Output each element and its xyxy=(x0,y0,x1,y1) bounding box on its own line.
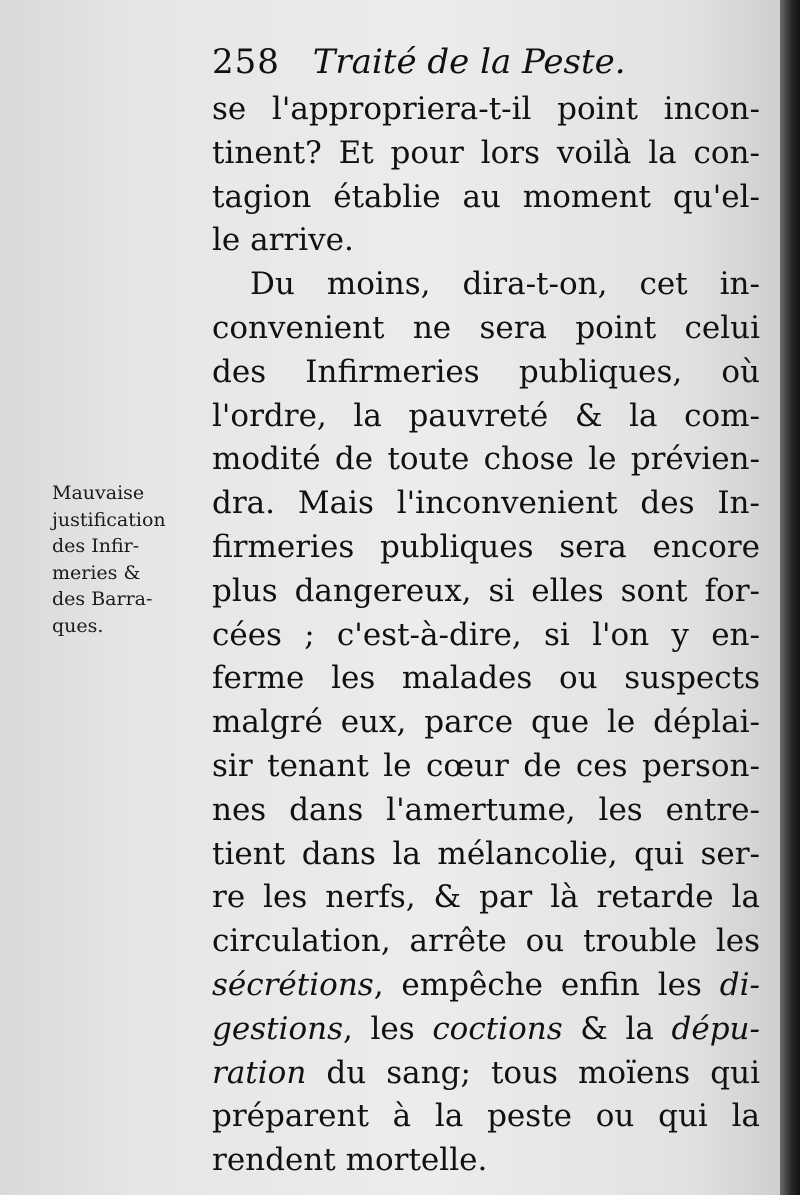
text-run: Du moins, dira-t-on, cet in- xyxy=(250,266,760,303)
text-line xyxy=(212,920,760,964)
italic-term: dépu- xyxy=(671,1010,760,1047)
text-run: circulation, arrête ou trouble les xyxy=(212,923,760,960)
margin-note-line: des Infir- xyxy=(52,535,140,557)
text-run: re les nerfs, & par là retarde la xyxy=(212,879,760,916)
text-run: , empêche enfin les xyxy=(373,966,720,1003)
text-line xyxy=(212,614,760,658)
text-line xyxy=(212,657,760,701)
italic-term: sécrétions xyxy=(212,966,374,1003)
text-run: l'ordre, la pauvreté & la com- xyxy=(212,397,760,434)
text-run: cées ; c'est-à-dire, si l'on y en- xyxy=(212,616,760,653)
italic-term: ration xyxy=(212,1054,307,1091)
text-run: tient dans la mélancolie, qui ser- xyxy=(212,835,760,872)
text-line xyxy=(212,570,760,614)
text-line xyxy=(212,395,760,439)
italic-term: coctions xyxy=(432,1010,563,1047)
text-line xyxy=(212,526,760,570)
text-run: des Infirmeries publiques, où xyxy=(212,353,760,390)
text-run: convenient ne sera point celui xyxy=(212,309,760,346)
text-run: malgré eux, parce que le déplai- xyxy=(212,704,760,741)
text-run: firmeries publiques sera encore xyxy=(212,528,760,565)
margin-note xyxy=(52,480,202,639)
text-line xyxy=(212,876,760,920)
text-run: du sang; tous moïens qui xyxy=(306,1054,760,1091)
text-run: , les xyxy=(343,1010,433,1047)
margin-note-line: Mauvaise xyxy=(52,482,145,504)
text-run: plus dangereux, si elles sont for- xyxy=(212,572,760,609)
text-run: préparent à la peste ou qui la xyxy=(212,1098,760,1135)
text-line xyxy=(212,833,760,877)
page-edge-shadow xyxy=(780,0,800,1195)
text-line xyxy=(212,438,760,482)
margin-note-line: meries & xyxy=(52,561,141,584)
margin-note-line: justification xyxy=(52,508,166,531)
text-line xyxy=(212,176,760,220)
running-title: Traité de la Peste. xyxy=(312,42,626,82)
text-run: rendent mortelle. xyxy=(212,1142,488,1179)
margin-note-line: ques. xyxy=(52,614,104,637)
text-run: tinent? Et pour lors voilà la con- xyxy=(212,134,760,171)
text-line xyxy=(212,789,760,833)
text-line xyxy=(212,219,760,263)
text-line xyxy=(212,1008,760,1052)
text-line xyxy=(212,263,760,307)
text-run: modité de toute chose le prévien- xyxy=(212,441,760,478)
text-line xyxy=(212,701,760,745)
page-header xyxy=(212,42,626,82)
text-run: se l'appropriera-t-il point incon- xyxy=(212,91,760,127)
text-line xyxy=(212,964,760,1008)
text-line xyxy=(212,1139,760,1183)
text-run: tagion établie au moment qu'el- xyxy=(212,178,760,215)
text-line xyxy=(212,482,760,526)
body-text xyxy=(212,88,760,1183)
text-run: ferme les malades ou suspects xyxy=(212,660,760,697)
text-run: nes dans l'amertume, les entre- xyxy=(212,791,760,828)
text-line xyxy=(212,1052,760,1096)
margin-note-line: des Barra- xyxy=(52,588,153,610)
page-number: 258 xyxy=(212,42,280,82)
text-line xyxy=(212,132,760,176)
text-line xyxy=(212,1095,760,1139)
italic-term: gestions xyxy=(212,1010,344,1047)
text-run: sir tenant le cœur de ces person- xyxy=(212,747,760,784)
italic-term: di- xyxy=(719,966,760,1003)
text-run: & la xyxy=(562,1010,672,1047)
text-run: dra. Mais l'inconvenient des In- xyxy=(212,485,760,522)
text-line xyxy=(212,745,760,789)
text-line xyxy=(212,351,760,395)
text-line xyxy=(212,307,760,351)
text-run: le arrive. xyxy=(212,222,354,259)
text-line xyxy=(212,88,760,132)
